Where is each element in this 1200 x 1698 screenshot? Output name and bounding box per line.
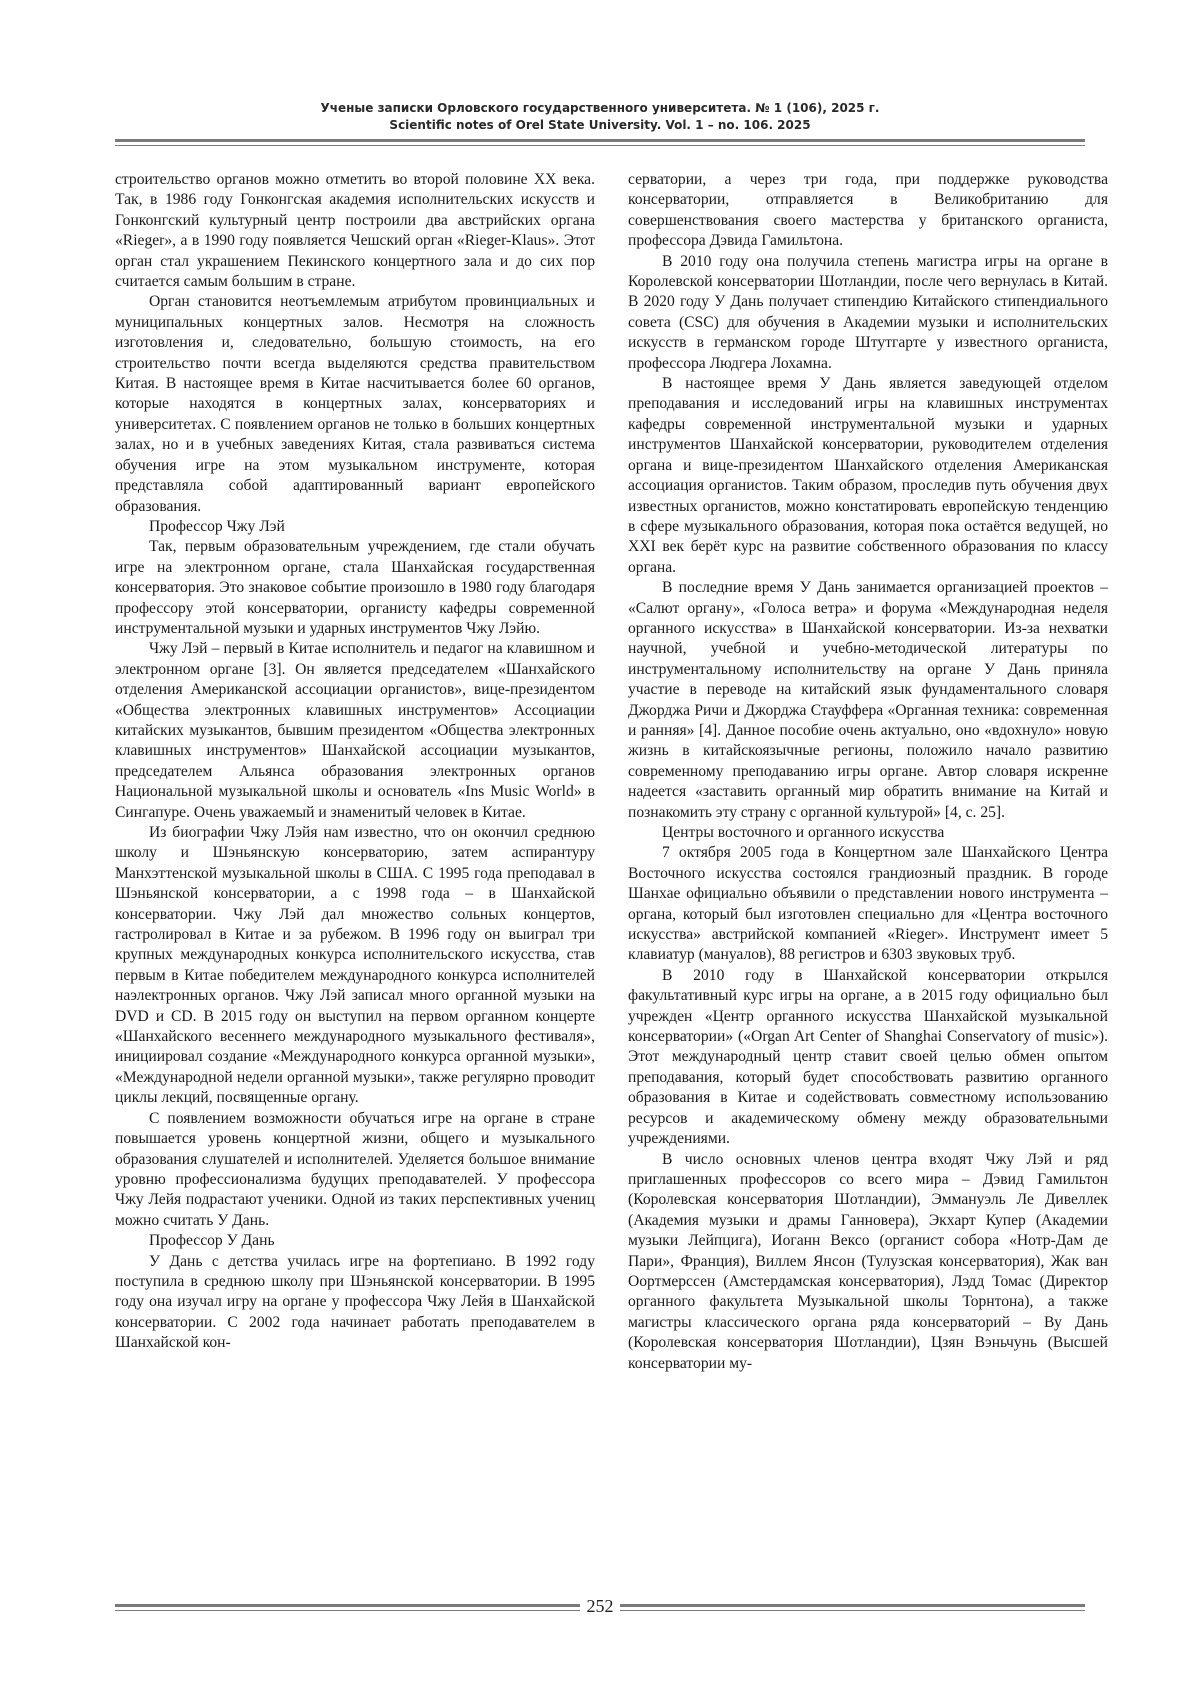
header-rule-thin: [115, 145, 1085, 146]
paragraph: строительство органов можно отметить во второй половине XX века. Так, в 1986 году Гонконгская академия исполнительских искусств и Гонконгский культурный центр построили два австрийских органа «Rieger», а в 1990 году появляется Чешский орган «Rieger-Klaus». Этот орган стал украшением Пекинского концертного зала и до сих пор считается самым большим в стране.: [115, 171, 595, 291]
paragraph: Из биографии Чжу Лэйя нам известно, что он окончил среднюю школу и Шэньянскую консерваторию, затем аспирантуру Манхэттенской музыкальной школы в США. С 1995 года преподавал в Шэньянской консерватории, а с 1998 года – в Шанхайской консерватории. Чжу Лэй дал множество сольных концертов, гастролировал в Китае и за рубежом. В 1996 году он выиграл три крупных международных конкурса исполнительского искусства, став первым в Китае победителем международного конкурса исполнителей наэлектронных органов. Чжу Лэй записал много органной музыки на DVD и CD. В 2015 году он выступил на первом органном концерте «Шанхайского весеннего международного музыкального фестиваля», инициировал создание «Международного конкурса органной музыки», «Международной недели органной музыки», также регулярно проводит циклы лекций, посвященные органу.: [115, 824, 595, 1107]
section-subheading: Профессор У Дань: [149, 1232, 275, 1250]
paragraph: С появлением возможности обучаться игре на органе в стране повышается уровень концертной жизни, общего и музыкального образования слушателей и исполнителей. Уделяется большое внимание уровню профессионализма будущих преподавателей. У профессора Чжу Лейя подрастают ученики. Одной из таких перспективных учениц можно считать У Дань.: [115, 1109, 595, 1229]
footer-rule-right: [620, 1604, 1085, 1607]
section-subheading: Центры восточного и органного искусства: [662, 824, 945, 841]
right-column: [628, 170, 1108, 1374]
paragraph: 7 октября 2005 года в Концертном зале Шанхайского Центра Восточного искусства состоялся грандиозный праздник. В городе Шанхае официально объявили о представлении нового инструмента – органа, который был изготовлен специально для «Центра восточного искусства» австрийской компанией «Rieger». Инструмент имеет 5 клавиатур (мануалов), 88 регистров и 6303 звуковых труб.: [628, 844, 1108, 964]
footer-rule-left-thin: [115, 1610, 580, 1611]
footer-rule-right-thin: [620, 1610, 1085, 1611]
paragraph: серватории, а через три года, при поддержке руководства консерватории, отправляется в Великобританию для совершенствования своего мастерства у британского органиста, профессора Дэвида Гамильтона.: [628, 171, 1108, 250]
header-title-en: Scientific notes of Orel State University. Vol. 1 – no. 106. 2025: [389, 118, 811, 132]
header-rule-thick: [115, 139, 1085, 142]
page-number: 252: [586, 1596, 614, 1616]
journal-header: [115, 100, 1085, 134]
section-subheading: Профессор Чжу Лэй: [149, 517, 285, 535]
paragraph: Чжу Лэй – первый в Китае исполнитель и педагог на клавишном и электронном органе [3]. Он является председателем «Шанхайского отделения Американской ассоциации органистов», вице-президентом «Общества электронных клавишных инструментов» Ассоциации китайских музыкантов, бывшим президентом «Общества электронных клавишных инструментов» Шанхайской ассоциации музыкантов, председателем Альянса образования электронных органов Национальной музыкальной школы и основатель «Ins Music World» в Сингапуре. Очень уважаемый и знаменитый человек в Китае.: [115, 640, 595, 821]
footer-rule-left: [115, 1604, 580, 1607]
paragraph: Орган становится неотъемлемым атрибутом провинциальных и муниципальных концертных залов. Несмотря на сложность изготовления и, следовательно, большую стоимость, на его строительство почти всегда выделяются средства правительством Китая. В настоящее время в Китае насчитывается более 60 органов, которые находятся в концертных залах, консерваториях и университетах. С появлением органов не только в больших концертных залах, но и в учебных заведениях Китая, стала развиваться система обучения игре на этом музыкальном инструменте, которая представляла собой адаптированный вариант европейского образования.: [115, 293, 595, 515]
header-title-ru: Ученые записки Орловского государственного университета. № 1 (106), 2025 г.: [320, 101, 880, 115]
paragraph: В 2010 году в Шанхайской консерватории открылся факультативный курс игры на органе, а в 2015 году официально был учрежден «Центр органного искусства Шанхайской музыкальной консерватории» («Organ Art Center of Shanghai Conservatory of music»). Этот международный центр ставит своей целью обмен опытом преподавания, который будет способствовать развитию органного образования в Китае и содействовать совместному использованию ресурсов и академическому обмену между образовательными учреждениями.: [628, 966, 1108, 1148]
paragraph: В последние время У Дань занимается организацией проектов – «Салют органу», «Голоса ветра» и форума «Международная неделя органного искусства» в Шанхайской консерватории. Из-за нехватки научной, учебной и учебно-методической литературы по инструментальному исполнительству на органе У Дань приняла участие в переводе на китайский язык фундаментального словаря Джорджа Ричи и Джорджа Стауффера «Органная техника: современная и ранняя» [4]. Данное пособие очень актуально, оно «вдохнуло» новую жизнь в китайскоязычные регионы, положило начало развитию современному преподаванию игры органе. Автор словаря искренне надеется «заставить органный мир обратить внимание на Китай и познакомить эту страну с органной культурой» [4, с. 25].: [628, 579, 1108, 821]
paragraph: В число основных членов центра входят Чжу Лэй и ряд приглашенных профессоров со всего мира – Дэвид Гамильтон (Королевская консерватория Шотландии), Эммануэль Ле Дивеллек (Академия музыки и драмы Ганновера), Экхарт Купер (Академии музыки Лейпцига), Иоганн Вексо (органист собора «Нотр-Дам де Пари», Франция), Виллем Янсон (Тулузская консерватория), Жак ван Оортмерссен (Амстердамская консерватория), Лэдд Томас (Директор органного факультета Музыкальной школы Торнтона), а также магистры классического органа ряда консерваторий – Ву Дань (Королевская консерватория Шотландии), Цзян Вэньчунь (Высшей консерватории му-: [628, 1150, 1108, 1372]
left-column: [115, 170, 595, 1354]
paragraph: В 2010 году она получила степень магистра игры на органе в Королевской консерватории Шотландии, после чего вернулась в Китай. В 2020 году У Дань получает стипендию Китайского стипендиального совета (CSC) для обучения в Академии музыки и исполнительских искусств в германском городе Штутгарте у известного органиста, профессора Людгера Лохамна.: [628, 252, 1108, 372]
paragraph: В настоящее время У Дань является заведующей отделом преподавания и исследований игры на клавишных инструментах кафедры современной инструментальной музыки и ударных инструментов Шанхайской консерватории, руководителем отделения органа и вице-президентом Шанхайского отделения Американская ассоциация органистов. Таким образом, проследив путь обучения двух известных органистов, можно констатировать европейскую тенденцию в сфере музыкального образования, которая пока остаётся ведущей, но XXI век берёт курс на развитие собственного образования по классу органа.: [628, 375, 1108, 576]
paragraph: Так, первым образовательным учреждением, где стали обучать игре на электронном органе, стала Шанхайская государственная консерватория. Это знаковое событие произошло в 1980 году благодаря профессору этой консерватории, органисту кафедры современной инструментальной музыки и ударных инструментов Чжу Лэйю.: [115, 538, 595, 637]
paragraph: У Дань с детства училась игре на фортепиано. В 1992 году поступила в среднюю школу при Шэньянской консерватории. В 1995 году она изучал игру на органе у профессора Чжу Лейя в Шанхайской консерватории. С 2002 года начинает работать преподавателем в Шанхайской кон-: [115, 1252, 595, 1352]
